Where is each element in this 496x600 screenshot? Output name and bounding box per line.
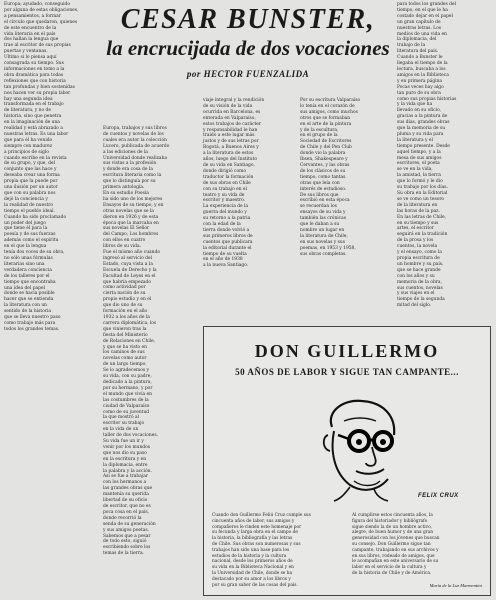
article-text-line: en la escritura y en [103, 456, 147, 462]
article-text-line: años, luego del Instituto [203, 157, 258, 163]
article-text-line: con los años y su [397, 273, 435, 279]
article-text-line: Cuando a Bunster le [397, 55, 443, 61]
article-text-line: aquel tiempo, y a la [397, 149, 441, 155]
article-text-line: como trabajo más para [4, 320, 56, 326]
article-text-line: Estado, cuya vista a la [103, 261, 153, 267]
article-text-line: en su tiempo y sus [397, 220, 439, 226]
article-text-line: todos los grandes temas. [4, 326, 60, 332]
article-text-line: y sus viajes en el [397, 291, 435, 297]
article-text-line: cuando escribe en la revista [4, 155, 67, 161]
article-text-line: a principios de siglo [4, 149, 49, 155]
article-text-line: memoria de la obra, [397, 279, 442, 285]
article-text-line: obra dramática para todas [4, 72, 64, 78]
article-text-line: de cuentos y novelas de los [103, 131, 164, 137]
article-text-line: novelas como autor [103, 356, 147, 362]
article-text-line: poca cosa en el país, [103, 509, 149, 515]
article-text-line: un poder del juego [4, 220, 46, 226]
article-text-line: literarias sino una [4, 261, 45, 267]
article-text-line: que habría empezado [103, 279, 151, 285]
article-text-line: formación en el año [103, 309, 148, 315]
article-text-line: Así se fue a trabajar [103, 474, 148, 480]
article-text-line: interés de estudioso. [300, 186, 347, 192]
article-text-line: de todo esto, siguió [103, 539, 147, 545]
article-text-line: De sus libros que [300, 192, 339, 198]
article-text-line: las grandes obras que [103, 486, 153, 492]
article-text-line: su vida, con su padre, [103, 374, 152, 380]
article-subtitle: la encrucijada de dos vocaciones [106, 36, 390, 60]
feature-text-line: cincuenta años de labor, sus amigos y [212, 518, 295, 524]
article-text-line: que vinieron tras la [103, 326, 147, 332]
article-text-line: vida literaria en el país [4, 31, 56, 37]
article-text-line: deseaba crear una forma [4, 173, 60, 179]
article-text-line: traído a este lugar más [203, 133, 255, 139]
article-text-line: tiempo de su vuelta [203, 251, 247, 257]
article-text-line: el mundo que vivía en [103, 391, 152, 397]
article-text-line: tiempo el pueblo ideal. [4, 208, 55, 214]
article-text-line: que se hace grande [397, 267, 441, 273]
article-text-line: trabajo de la [397, 43, 426, 49]
article-text-line: que lo formó y le dio [397, 179, 443, 185]
article-text-line: Pocas veces hay algo [397, 84, 444, 90]
article-text-line: escritor y maestro. [203, 198, 246, 204]
article-text-line: siempre con madurez [4, 143, 53, 149]
article-text-line: que lo distinguía por su [103, 179, 156, 185]
article-title: CESAR BUNSTER, [120, 4, 376, 35]
article-text-line: de Relaciones en Chile, [103, 338, 156, 344]
article-text-line: tan profundas y bien sostenidas [4, 84, 75, 90]
article-text-line: dieron en 1926 y de esta [103, 214, 159, 220]
article-text-line: escritor su trabajo [103, 421, 145, 427]
feature-text-line: en sus libros, rodeado de amigos, que [352, 553, 435, 559]
article-text-line: a pensamientos, a formar [4, 13, 61, 19]
article-column-2 [103, 126, 195, 596]
article-text-line: cuentos, la novela [397, 244, 438, 250]
article-text-line: que con su palabra nos [4, 191, 56, 196]
article-text-line: escritores, el poeta [397, 161, 440, 167]
article-text-line: en la vida de un [103, 427, 139, 433]
article-text-line: lectura, buscaba a los [397, 66, 446, 72]
article-text-line: sus novelas El Señor [103, 226, 150, 232]
feature-text-line: de la historia de Chile y de América. [352, 570, 432, 576]
article-text-line: otras que leía con [300, 180, 340, 186]
article-text-line: y en primera página [397, 78, 442, 84]
article-text-line: sentido de la historia [4, 309, 51, 315]
article-text-line: de Chile y del Pen Club [300, 145, 352, 151]
article-text-line: la amistad, la tierra [397, 173, 441, 179]
article-text-line: de un largo tiempo. [103, 362, 147, 368]
article-text-line: mesa de sus amigos [397, 155, 442, 161]
feature-title: DON GUILLERMO [254, 341, 440, 361]
article-text-line: y el ensayo, como la [397, 250, 442, 256]
article-text-line: nuestras letras. Es una labor [4, 131, 69, 137]
article-text-line: Su obra en la Editorial [397, 191, 448, 196]
article-text-line: una idea del papel [4, 285, 45, 291]
article-text-line: en la imaginación de una [4, 120, 60, 126]
article-text-line: Sociedad de Escritores [300, 139, 352, 145]
article-text-line: la literatura y el [397, 137, 433, 143]
article-text-line: con la edad de la [203, 222, 241, 228]
article-text-line: y que se ha visto en [103, 344, 147, 350]
article-text-line: En su estudio Poesía [103, 190, 149, 196]
article-text-line: a las ediciones de la [103, 149, 148, 155]
article-column-4 [300, 98, 392, 323]
article-text-line: Facultad de Leyes en el [103, 273, 156, 279]
article-text-line: guerra del mundo y [203, 210, 247, 216]
article-text-line: se recuerdan los [300, 204, 337, 210]
article-text-line: en el año de 1938 [203, 257, 243, 263]
article-text-line: tenía dos voces de su obra, [4, 250, 65, 256]
article-text-line: ensayos de su vida y [300, 210, 346, 216]
feature-text-line: nacional, desde los primeros años de [212, 559, 293, 565]
article-text-line: a la nueva Santiago. [203, 263, 249, 269]
article-text-line: fiesta del Ministerio [103, 332, 148, 338]
article-text-line: además como el espíritu [4, 238, 59, 244]
article-text-line: que dio uno de su [103, 303, 143, 309]
article-text-line: ha sido uno de los mejores [103, 196, 163, 202]
article-text-line: llegaba el tiempo de la [397, 61, 448, 67]
article-text-line: reflexiones que con historia [4, 78, 66, 84]
article-text-line: de sus obras en Chile [203, 180, 251, 186]
article-text-line: hay una segunda idea [4, 96, 53, 102]
article-text-line: la literatura de Chile, [300, 233, 348, 239]
article-text-line: en el grupo de la [300, 133, 338, 139]
article-text-line: y donde era cosa de la [103, 167, 153, 173]
article-text-line: escritura literaria como la [103, 173, 162, 179]
article-text-line: por su hermano, y por [103, 385, 153, 391]
caricature-portrait [304, 391, 414, 503]
article-text-line: La experiencia de la [203, 204, 249, 210]
article-text-line: Ibsen, Shakespeare y [300, 157, 348, 163]
article-text-line: escribiendo sobre los [103, 545, 151, 551]
article-text-line: de este encuentro de la [4, 25, 57, 31]
article-text-line: de los clásicos de su [300, 168, 346, 174]
article-text-line: taller de dos vocaciones. [103, 433, 158, 439]
article-text-line: dedicado a la pintura, [103, 379, 152, 385]
article-text-line: tiempo, como tantas [300, 174, 346, 180]
article-text-line: tiempo de la segunda [397, 297, 445, 303]
article-text-line: informaciones en tomo a la [4, 66, 65, 72]
article-text-line: por alguna de estas obligaciones, [4, 7, 79, 13]
article-text-line: conjunto que las hace y [4, 167, 57, 173]
article-text-line: Europa; ayudado, conseguido [4, 2, 70, 7]
article-text-line: Ultimo si lo piensa aquí [4, 55, 57, 61]
article-text-line: que le daban a su [300, 222, 340, 228]
article-text-line: una ilusión por un autor [4, 185, 58, 191]
article-text-line: Bogotá, a Buenos Aires y [203, 145, 259, 151]
article-byline: por HECTOR FUENZALIDA [186, 69, 310, 79]
article-text-line: primera antología. [103, 185, 145, 191]
article-text-line: venir por los mundos [103, 444, 150, 450]
article-text-line: viaje integral y la rendición [203, 98, 265, 103]
article-text-line: época que la marcaba en [103, 220, 159, 226]
article-text-line: artes, el escritor [397, 226, 434, 232]
article-text-line: donde dirigió como [203, 168, 246, 174]
article-text-line: gracias a la pintura de [397, 114, 448, 120]
article-text-line: de su grupo, y que, del [4, 161, 55, 167]
article-text-line: propio estudio y en el [103, 297, 152, 303]
article-column-3 [203, 98, 295, 323]
feature-text-line: compañeros le rinden este homenaje por [212, 524, 302, 530]
article-text-line: dos hallan la lengua que [4, 37, 59, 43]
feature-credit: María de la Luz Marmentini [429, 583, 482, 588]
article-text-line: y de la escultura, [300, 127, 339, 133]
article-text-line: propia escritura de [397, 255, 440, 261]
article-text-line: lo tenía en el corazón de [300, 103, 355, 109]
article-text-line: consagrada su tiempo. Sus [4, 61, 64, 67]
feature-text-line: alegre, de buen humor y de una gran [352, 530, 434, 536]
article-text-line: senda de su generación [103, 521, 156, 527]
article-column-1 [4, 2, 96, 598]
feature-text-line: la Universidad de Chile, donde se ha [212, 570, 293, 576]
article-text-line: tiempo presente. Desde [397, 143, 450, 149]
article-text-line: en el arte de la pintura [300, 121, 352, 127]
article-text-line: verdadera conciencia [4, 267, 52, 273]
article-text-line: el círculo que quedaron, quienes [4, 19, 78, 25]
feature-text-line: Al cumplirse estos cincuenta años, la [352, 513, 433, 518]
feature-text-line: destacado por su amor a los libros y [212, 576, 291, 582]
article-text-line: que tiene él para la [4, 226, 48, 232]
article-text-line: costado dejar en el papel [397, 13, 453, 19]
article-text-line: Ensayos de su tiempo, y en [103, 202, 164, 208]
article-text-line: nos hacen ver su propia labor [4, 90, 71, 96]
article-text-line: puertas y ventanas. [4, 49, 48, 55]
article-text-line: que nos dio su paso [103, 450, 147, 456]
article-text-line: las costumbres de la [103, 397, 149, 403]
article-text-line: un gran capítulo de [397, 19, 441, 25]
article-text-line: Cuando ha sido proclamado [4, 214, 67, 220]
article-text-line: no sólo unas fórmulas [4, 255, 53, 261]
article-text-line: con su trabajo en el [203, 186, 247, 192]
article-text-line: la diplomacia, del [397, 37, 437, 43]
article-text-line: con los hermanos a [103, 480, 147, 486]
article-text-line: 1932 a los años de la [103, 315, 150, 320]
feature-text-line: de Chile. Sus obras son numerosas y sus [212, 541, 301, 547]
feature-text-line: su fecunda y larga obra en el campo de [212, 530, 298, 536]
article-text-line: realidad y está abrazado a [4, 126, 63, 132]
article-text-line: poesía y de sus fuerzas [4, 232, 56, 238]
article-text-line: seguirá en la tradición [397, 232, 448, 238]
article-text-line: tiempo que encontraba [4, 279, 56, 285]
article-text-line: libros de su vida. [103, 244, 142, 250]
article-text-line: mitad del siglo. [397, 303, 432, 309]
article-text-line: la que mostró al [103, 415, 140, 421]
article-text-line: Se lo agradecemos y [103, 368, 149, 374]
article-text-line: sus amigos, como muchos [300, 109, 358, 115]
article-text-line: de su vida en Santiago, [203, 162, 255, 168]
article-text-line: libertad de su oficio [103, 498, 148, 504]
article-text-line: del Campo, Los hombres [103, 232, 159, 238]
article-text-line: trae al escritor de sus propias [4, 43, 71, 49]
feature-text-line: sigue siendo la de un hombre activo, [352, 524, 433, 530]
article-text-line: que se lleva nuestro paso [4, 315, 61, 321]
article-text-line: y sus amigos poetas. [103, 527, 149, 533]
article-text-line: dejó la conciencia y [4, 196, 48, 202]
article-text-line: donde se hacía posible [4, 291, 55, 297]
article-text-line: Fue el mismo año cuando [103, 250, 160, 256]
feature-column-1 [212, 513, 344, 589]
article-text-line: como actividad por [103, 285, 146, 291]
article-text-line: sus vistas a la profesión [103, 161, 157, 167]
article-text-line: cuentos que publicara [203, 239, 253, 245]
article-text-line: de la prosa y los [397, 238, 434, 244]
article-text-line: sus obras completas. [300, 251, 347, 257]
feature-text-line: trabajos han sido una base para los [212, 547, 290, 553]
article-text-line: tierra donde volvió a [203, 227, 250, 233]
article-text-line: como de su juventud [103, 409, 150, 415]
article-text-line: a la literatura de estos [203, 151, 254, 157]
article-text-line: pluma y su vida para [397, 131, 444, 137]
article-text-line: nombre un lugar en [300, 227, 345, 233]
article-text-line: Lucero, publicada de acuerdo [103, 143, 170, 149]
article-text-line: la editorial durante el [203, 245, 252, 251]
article-text-line: hacer que se entienda [4, 297, 54, 303]
article-text-line: amigos en la Biblioteca [397, 72, 449, 78]
article-text-line: transformada en el trabajo [4, 102, 64, 108]
feature-text-line: le acompañan en este aniversario de su [352, 559, 439, 565]
feature-text-line: su consejo. Don Guillermo sigue tan [352, 541, 431, 547]
article-text-line: también las crónicas [300, 216, 347, 222]
article-text-line: justos y de sus letras por [203, 139, 259, 145]
article-text-line: y responsabilidad le han [203, 127, 258, 133]
article-text-line: Cervantes, y las obras [300, 162, 350, 168]
feature-box [203, 326, 491, 596]
feature-text-line: por su gran saber de las cosas del país. [212, 582, 298, 588]
article-text-line: la realidad de nuestro [4, 202, 53, 208]
article-text-line: En las letras de Chile, [397, 214, 447, 220]
article-text-line: llevado en su oficio, [397, 108, 442, 114]
article-text-line: Universidad donde realizaba [103, 155, 167, 161]
article-text-line: para todos los grandes del [397, 2, 456, 7]
article-text-line: sus cuentos, novelas [397, 285, 443, 291]
article-text-line: que la memoria de su [397, 126, 446, 132]
article-text-line: en el que la lengua [4, 244, 47, 250]
feature-text-line: la historia, la bibliografía y las letras [212, 536, 293, 542]
article-text-line: tiempo, en el que le ha [397, 7, 448, 13]
article-column-5 [397, 2, 492, 309]
feature-text-line: su vida en la Biblioteca Nacional y en [212, 565, 294, 571]
article-text-line: Sabemos que a pesar [103, 533, 151, 539]
feature-text-line: estudios de la historia y la cultura [212, 553, 287, 559]
article-text-line: de literatura, y no de [4, 108, 51, 114]
article-text-line: traductor la formación [203, 174, 254, 180]
article-text-line: y la vida que ha [397, 102, 433, 108]
article-text-line: con ellos en cuatro [103, 238, 146, 244]
article-text-line: donde recorrió la [103, 515, 142, 521]
article-text-line: tan puro de su obra [397, 90, 441, 96]
article-text-line: en sus novelas y sus [300, 239, 345, 245]
article-text-line: su retorno a la patria [203, 216, 251, 222]
article-text-line: temas de la tierra. [103, 551, 144, 557]
article-text-line: los caminos de sus [103, 350, 145, 356]
article-text-line: cuales era autor la colección [103, 137, 167, 143]
feature-text-line: labor en el servicio de la cultura y [352, 565, 427, 571]
article-text-line: se ve como un tesoro [397, 196, 445, 202]
article-text-line: propia que la puede por [4, 179, 58, 185]
article-text-line: como sus propias historias [397, 96, 457, 102]
article-text-line: cierta nación de su [103, 291, 146, 297]
article-text-line: carrera diplomática, los [103, 320, 157, 326]
article-text-line: Por su escritura Valparaíso [300, 98, 361, 103]
feature-text-line: generosidad con los jóvenes que buscan [352, 536, 440, 542]
article-text-line: mantenía su querida [103, 492, 149, 498]
article-text-line: literatura del país. [397, 49, 439, 55]
article-headline [103, 4, 393, 79]
article-text-line: de escritor, que no es [103, 504, 151, 509]
article-text-line: Escuela de Derecho y la [103, 267, 157, 273]
feature-subtitle: 50 AÑOS DE LABOR Y SIGUE TAN CAMPANTE... [235, 367, 459, 377]
article-text-line: la literatura con un [4, 303, 47, 309]
article-text-line: teatro y su vida de [203, 192, 245, 198]
article-text-line: de los talleres por el [4, 273, 50, 279]
article-text-line: que para él ha venido [4, 137, 53, 143]
article-text-line: la diplomacia, entre [103, 462, 148, 468]
article-text-line: Su vida fue un ir y [103, 439, 144, 445]
caricature-signature: FELIX CRUX [418, 493, 459, 499]
article-text-line: Europa, trabajos y sus libros [103, 126, 167, 131]
feature-column-2 [352, 513, 484, 585]
article-text-line: sus primeros libros de [203, 233, 253, 239]
article-text-line: ingresó al servicio del [103, 255, 153, 261]
article-text-line: escribió en esta época [300, 198, 350, 204]
feature-text-line: Cuando don Guillermo Feliú Cruz cumple sus [212, 513, 311, 518]
article-text-line: las horas de la paz. [397, 208, 440, 214]
article-text-line: la palabra y la acción. [103, 468, 152, 474]
feature-text-line: campante, trabajando en sus archivos y [352, 547, 439, 553]
article-text-line: de su visión de la vida [203, 103, 253, 109]
article-text-line: de la literatura en [397, 202, 438, 208]
article-text-line: enterada en Valparaíso, [203, 115, 256, 121]
article-text-line: un hombre y su país, [397, 261, 444, 267]
article-text-line: nuestras letras. Los [397, 25, 441, 31]
article-text-line: sus días, grandes obras [397, 120, 450, 126]
article-text-line: ciudad de Valparaíso [103, 403, 150, 409]
article-text-line: donde vio la palabra [300, 151, 346, 157]
article-text-line: estos trabajos de carácter [203, 121, 261, 127]
article-text-line: otros que se formaban [300, 115, 351, 121]
article-text-line: otras novelas que se la [103, 208, 154, 214]
article-text-line: medios de una vida en [397, 31, 447, 37]
feature-text-line: figura del historiador y bibliógrafo [352, 518, 428, 524]
article-text-line: historia, sino que penetra [4, 114, 62, 120]
article-text-line: su trabajo por los días. [397, 185, 448, 191]
article-text-line: ocurrida en Barcelona, es [203, 109, 261, 115]
article-text-line: se ve en la vida, [397, 167, 433, 173]
article-text-line: poemas, en 1953 y 1958, [300, 245, 356, 251]
